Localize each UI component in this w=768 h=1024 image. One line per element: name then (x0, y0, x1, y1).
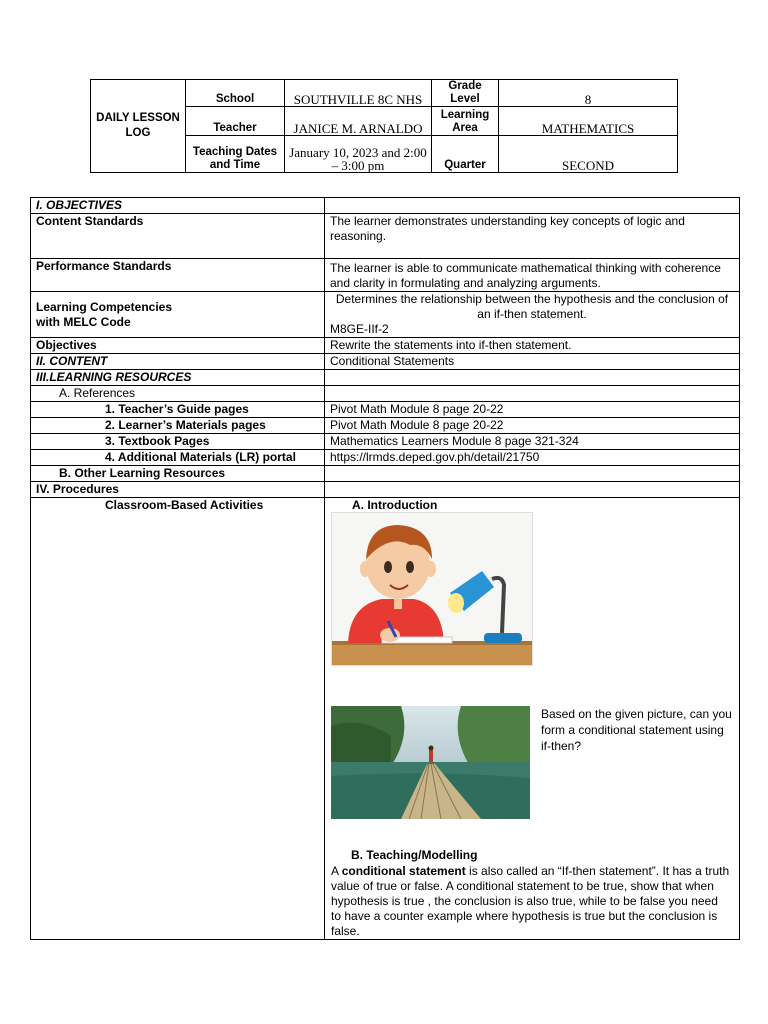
introduction-heading: A. Introduction (352, 498, 438, 512)
resources-heading: III.LEARNING RESOURCES (31, 370, 325, 386)
performance-standards-label: Performance Standards (31, 259, 325, 292)
other-resources-blank (325, 466, 740, 482)
resources-heading-blank (325, 370, 740, 386)
boy-writing-illustration (331, 512, 533, 666)
quarter-value: SECOND (499, 135, 678, 172)
para-bold-term: conditional statement (341, 864, 466, 878)
other-resources-label: B. Other Learning Resources (31, 466, 325, 482)
content-value: Conditional Statements (325, 354, 740, 370)
competencies-cell (325, 292, 740, 338)
para-rest: is also called an “If-then statement”. It has a truth value of true or false. A conditional statement to be true, show that when hypothesis is true , the conclusion is also true, while to be false you need to have a counter example where hypothesis is true but the conclusion is false. (331, 864, 730, 938)
teaching-modelling-heading: B. Teaching/Modelling (351, 848, 478, 862)
school-value: SOUTHVILLE 8C NHS (285, 80, 432, 107)
references-label: A. References (31, 386, 325, 402)
log-title: DAILY LESSON LOG (91, 80, 186, 173)
teachers-guide-label: 1. Teacher’s Guide pages (31, 402, 325, 418)
competencies-value: Determines the relationship between the hypothesis and the conclusion of an if-then statement. (335, 292, 729, 321)
additional-materials-value[interactable]: https://lrmds.deped.gov.ph/detail/21750 (325, 450, 740, 466)
textbook-label: 3. Textbook Pages (31, 434, 325, 450)
teacher-label: Teacher (186, 107, 285, 135)
school-label: School (186, 80, 285, 107)
dates-value: January 10, 2023 and 2:00 – 3:00 pm (285, 135, 432, 172)
grade-label: Grade Level (432, 80, 499, 107)
grade-value: 8 (499, 80, 678, 107)
teacher-value: JANICE M. ARNALDO (285, 107, 432, 135)
learners-materials-label: 2. Learner’s Materials pages (31, 418, 325, 434)
additional-materials-label: 4. Additional Materials (LR) portal (31, 450, 325, 466)
conditional-statement-paragraph (331, 864, 731, 939)
lesson-table (30, 197, 740, 940)
procedures-heading-blank (325, 482, 740, 498)
content-standards-label: Content Standards (31, 214, 325, 259)
performance-standards-value: The learner is able to communicate mathematical thinking with coherence and clarity in formulating and analyzing arguments. (325, 259, 740, 292)
content-standards-value: The learner demonstrates understanding key concepts of logic and reasoning. (325, 214, 740, 259)
references-blank (325, 386, 740, 402)
header-table (90, 79, 678, 173)
competencies-label-line1: Learning Competencies (36, 299, 173, 314)
competencies-label (31, 292, 325, 338)
quarter-label: Quarter (432, 135, 499, 172)
area-value: MATHEMATICS (499, 107, 678, 135)
dates-label: Teaching Dates and Time (186, 135, 285, 172)
para-prefix: A (331, 864, 342, 878)
melc-code: M8GE-IIf-2 (330, 322, 389, 336)
competencies-label-line2: with MELC Code (36, 314, 131, 329)
objectives-heading: I. OBJECTIVES (31, 198, 325, 214)
objectives-heading-blank (325, 198, 740, 214)
area-label: Learning Area (432, 107, 499, 135)
teachers-guide-value: Pivot Math Module 8 page 20-22 (325, 402, 740, 418)
procedures-content-cell (325, 498, 740, 940)
learners-materials-value: Pivot Math Module 8 page 20-22 (325, 418, 740, 434)
procedures-heading: IV. Procedures (31, 482, 325, 498)
objectives-label: Objectives (31, 338, 325, 354)
textbook-value: Mathematics Learners Module 8 page 321-324 (325, 434, 740, 450)
bamboo-raft-photo (331, 706, 530, 819)
classroom-activities-label: Classroom-Based Activities (31, 498, 325, 940)
introduction-question: Based on the given picture, can you form a conditional statement using if-then? (541, 707, 732, 753)
content-heading: II. CONTENT (31, 354, 325, 370)
objectives-value: Rewrite the statements into if-then statement. (325, 338, 740, 354)
